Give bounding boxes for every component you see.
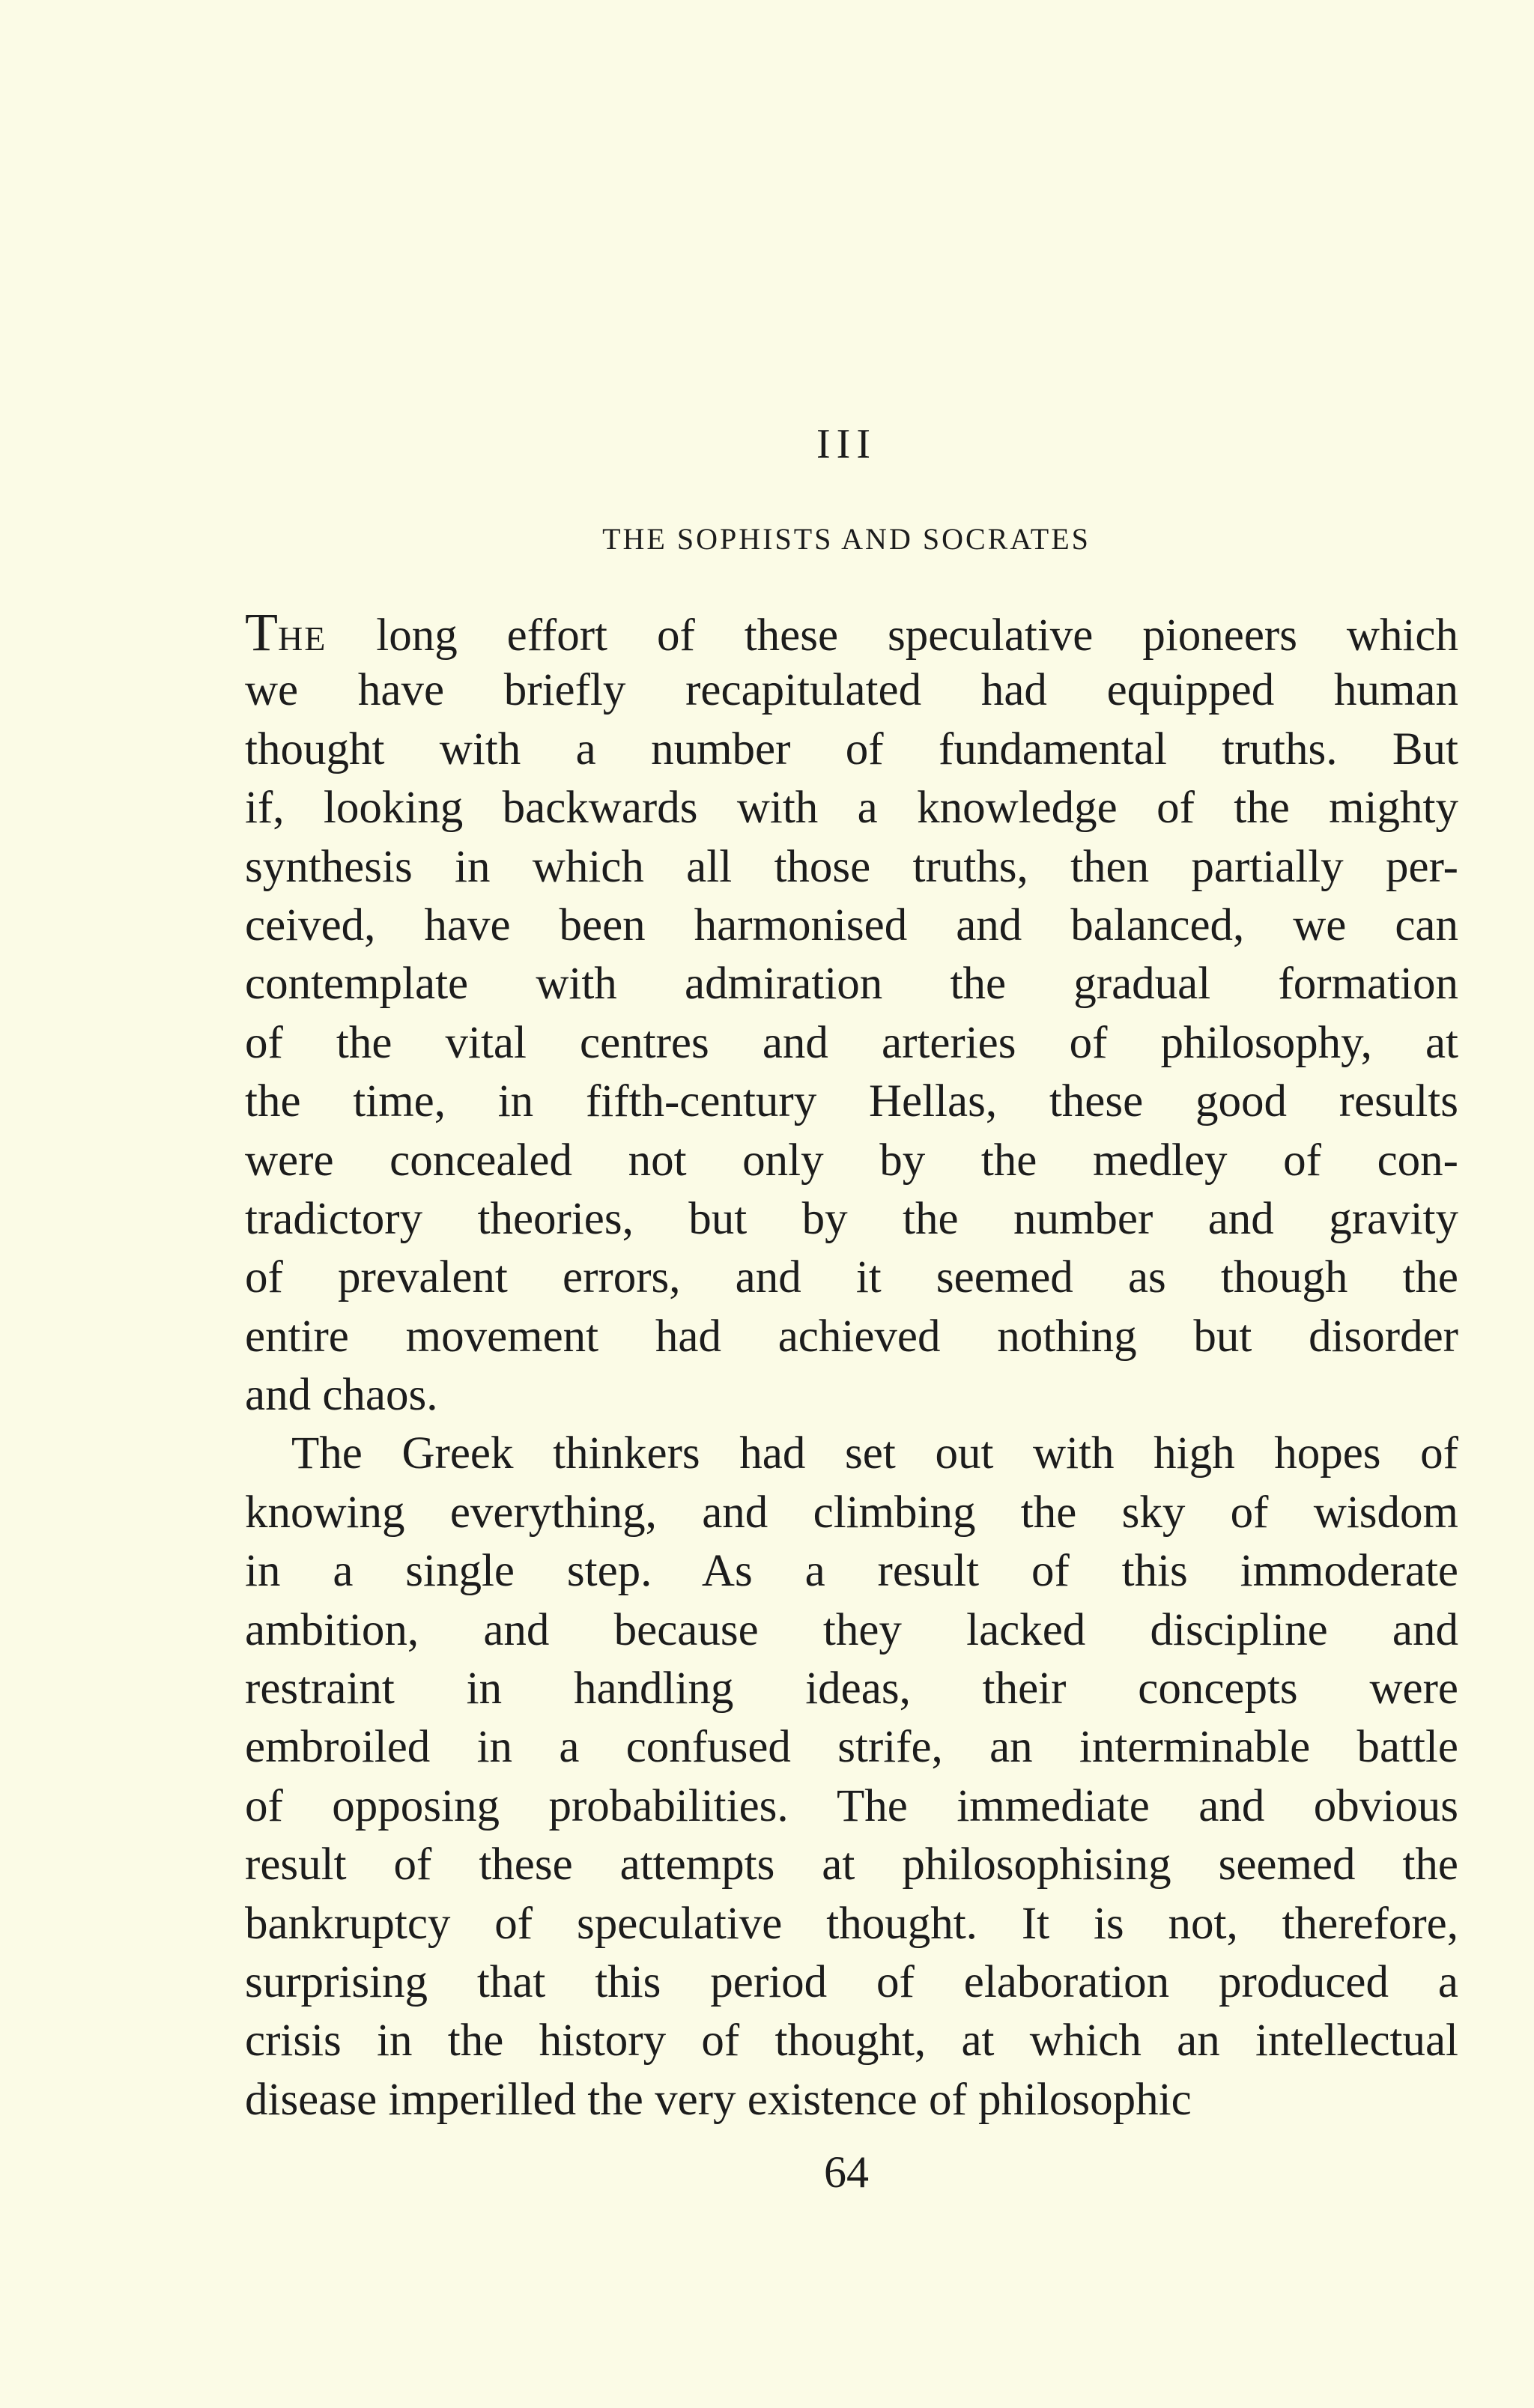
text-line: result of these attempts at philosophising seemed the [245,1840,1458,1890]
text-line: crisis in the history of thought, at which an intellectual [245,2016,1458,2066]
initial-letter: T [245,602,278,662]
chapter-number: III [816,421,876,467]
small-caps-text: HE [277,619,327,658]
text-line: disease imperilled the very existence of philosophic [245,2074,1192,2125]
text-line: the time, in fifth-century Hellas, these good results [245,1076,1458,1127]
chapter-title: THE SOPHISTS AND SOCRATES [602,522,1091,556]
text-line: ambition, and because they lacked discipline and [245,1604,1458,1655]
text-line: and chaos. [245,1370,438,1421]
text-line: embroiled in a confused strife, an interminable battle [245,1722,1458,1773]
text-line: if, looking backwards with a knowledge of the mighty [245,783,1458,834]
text-line: thought with a number of fundamental truths. But [245,724,1458,774]
text-line: contemplate with admiration the gradual formation [245,959,1458,1010]
text-line: were concealed not only by the medley of con- [245,1135,1458,1186]
text-line: bankruptcy of speculative thought. It is not, therefore, [245,1898,1458,1949]
text-line: tradictory theories, but by the number and gravity [245,1193,1458,1244]
text-line: of the vital centres and arteries of philosophy, at [245,1017,1458,1068]
text-line: in a single step. As a result of this immoderate [245,1546,1458,1597]
text-line: surprising that this period of elaboration produced a [245,1956,1458,2007]
text-line: knowing everything, and climbing the sky of wisdom [245,1487,1458,1538]
paragraph-1 [245,661,1458,1425]
page-number: 64 [824,2147,869,2197]
text-line: entire movement had achieved nothing but disorder [245,1311,1458,1362]
text-line [245,603,1458,661]
text-line: we have briefly recapitulated had equipped human [245,665,1458,716]
paragraph-2 [245,1425,1458,2129]
text-line: restraint in handling ideas, their concepts were [245,1664,1458,1714]
text-line: of prevalent errors, and it seemed as though the [245,1252,1458,1303]
text-line: of opposing probabilities. The immediate and obvious [245,1780,1458,1831]
text-fragment: long effort of these speculative pioneers which [327,610,1458,661]
text-line: synthesis in which all those truths, then partially per- [245,841,1458,892]
text-line: ceived, have been harmonised and balanced, we can [245,900,1458,950]
text-line: The Greek thinkers had set out with high hopes of [291,1428,1458,1479]
body-text [245,603,1458,2129]
